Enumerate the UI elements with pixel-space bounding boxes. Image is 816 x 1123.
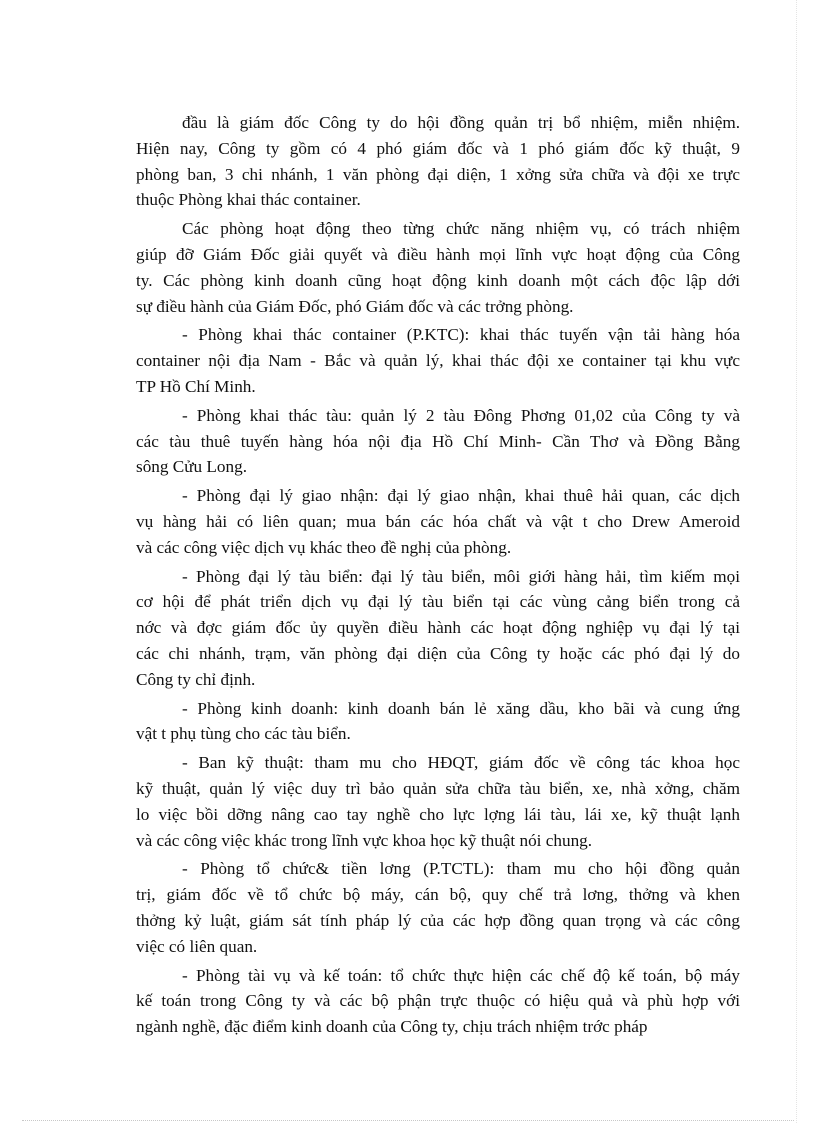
text-line: kỹ thuật, quản lý việc duy trì bảo quản sửa chữa tàu biển, xe, nhà xởng, chăm xyxy=(136,778,740,798)
page-margin-guide xyxy=(796,0,797,1123)
text-line: - Phòng kinh doanh: kinh doanh bán lẻ xăng dầu, kho bãi và cung ứng xyxy=(182,698,740,718)
text-line: việc có liên quan. xyxy=(136,936,258,956)
text-line: TP Hồ Chí Minh. xyxy=(136,376,256,396)
text-line: ty. Các phòng kinh doanh cũng hoạt động kinh doanh một cách độc lập dới xyxy=(136,270,740,290)
text-line: giúp đỡ Giám Đốc giải quyết và điều hành mọi lĩnh vực hoạt động của Công xyxy=(136,244,740,264)
document-body xyxy=(136,110,740,1043)
text-line: - Phòng tài vụ và kế toán: tổ chức thực hiện các chế độ kế toán, bộ máy xyxy=(182,965,740,985)
paragraph-accounting-department xyxy=(136,963,740,1040)
text-line: phòng ban, 3 chi nhánh, 1 văn phòng đại diện, 1 xởng sửa chữa và đội xe trực xyxy=(136,164,740,184)
text-line: - Phòng đại lý giao nhận: đại lý giao nhận, khai thuê hải quan, các dịch xyxy=(182,486,740,506)
text-line: - Phòng tổ chức& tiền lơng (P.TCTL): tham mu cho hội đồng quản xyxy=(182,859,740,879)
text-line: vụ hàng hải có liên quan; mua bán các hóa chất và vật t cho Drew Ameroid xyxy=(136,511,740,531)
text-line: Hiện nay, Công ty gồm có 4 phó giám đốc và 1 phó giám đốc kỹ thuật, 9 xyxy=(136,138,740,158)
page-bottom-divider xyxy=(22,1120,794,1121)
text-line: - Phòng khai thác tàu: quản lý 2 tàu Đông Phơng 01,02 của Công ty và xyxy=(182,405,740,425)
text-line: và các công việc khác trong lĩnh vực khoa học kỹ thuật nói chung. xyxy=(136,830,593,850)
paragraph-departments-overview xyxy=(136,216,740,319)
text-line: kế toán trong Công ty và các bộ phận trực thuộc có hiệu quả và phù hợp với xyxy=(136,991,740,1011)
text-line: - Ban kỹ thuật: tham mu cho HĐQT, giám đốc về công tác khoa học xyxy=(182,753,740,773)
text-line: Công ty chỉ định. xyxy=(136,669,256,689)
text-line: container nội địa Nam - Bắc và quản lý, khai thác đội xe container tại khu vực xyxy=(136,351,740,371)
text-line: cơ hội để phát triển dịch vụ đại lý tàu biển tại các vùng cảng biển trong cả xyxy=(136,592,740,612)
text-line: lo việc bồi dỡng nâng cao tay nghề cho lực lợng lái tàu, lái xe, kỹ thuật lạnh xyxy=(136,804,740,824)
paragraph-shipping-agency-department xyxy=(136,564,740,693)
text-line: các chi nhánh, trạm, văn phòng đại diện của Công ty hoặc các phó đại lý do xyxy=(136,643,740,663)
paragraph-business-department xyxy=(136,696,740,748)
text-line: thởng kỷ luật, giám sát tính pháp lý của các hợp đồng quan trọng và các công xyxy=(136,910,740,930)
text-line: nớc và đợc giám đốc ủy quyền điều hành các hoạt động nghiệp vụ đại lý tại xyxy=(136,618,740,638)
paragraph-forwarding-department xyxy=(136,483,740,560)
paragraph-ship-department xyxy=(136,403,740,480)
text-line: thuộc Phòng khai thác container. xyxy=(136,190,361,210)
paragraph-technical-board xyxy=(136,750,740,853)
text-line: ngành nghề, đặc điểm kinh doanh của Công ty, chịu trách nhiệm trớc pháp xyxy=(136,1017,648,1037)
paragraph-ceo-appointment xyxy=(136,110,740,213)
text-line: - Phòng đại lý tàu biển: đại lý tàu biển, môi giới hàng hải, tìm kiếm mọi xyxy=(182,566,740,586)
text-line: sự điều hành của Giám Đốc, phó Giám đốc và các trởng phòng. xyxy=(136,296,574,316)
text-line: và các công việc dịch vụ khác theo đề nghị của phòng. xyxy=(136,537,512,557)
text-line: - Phòng khai thác container (P.KTC): khai thác tuyến vận tải hàng hóa xyxy=(182,325,740,345)
text-line: các tàu thuê tuyến hàng hóa nội địa Hồ Chí Minh- Cần Thơ và Đồng Bằng xyxy=(136,431,740,451)
paragraph-container-department xyxy=(136,322,740,399)
text-line: vật t phụ tùng cho các tàu biển. xyxy=(136,724,351,744)
text-line: sông Cửu Long. xyxy=(136,457,248,477)
text-line: trị, giám đốc về tổ chức bộ máy, cán bộ, quy chế trả lơng, thởng và khen xyxy=(136,885,740,905)
text-line: đầu là giám đốc Công ty do hội đồng quản trị bổ nhiệm, miễn nhiệm. xyxy=(182,113,740,132)
paragraph-personnel-department xyxy=(136,856,740,959)
text-line: Các phòng hoạt động theo từng chức năng nhiệm vụ, có trách nhiệm xyxy=(182,219,740,239)
